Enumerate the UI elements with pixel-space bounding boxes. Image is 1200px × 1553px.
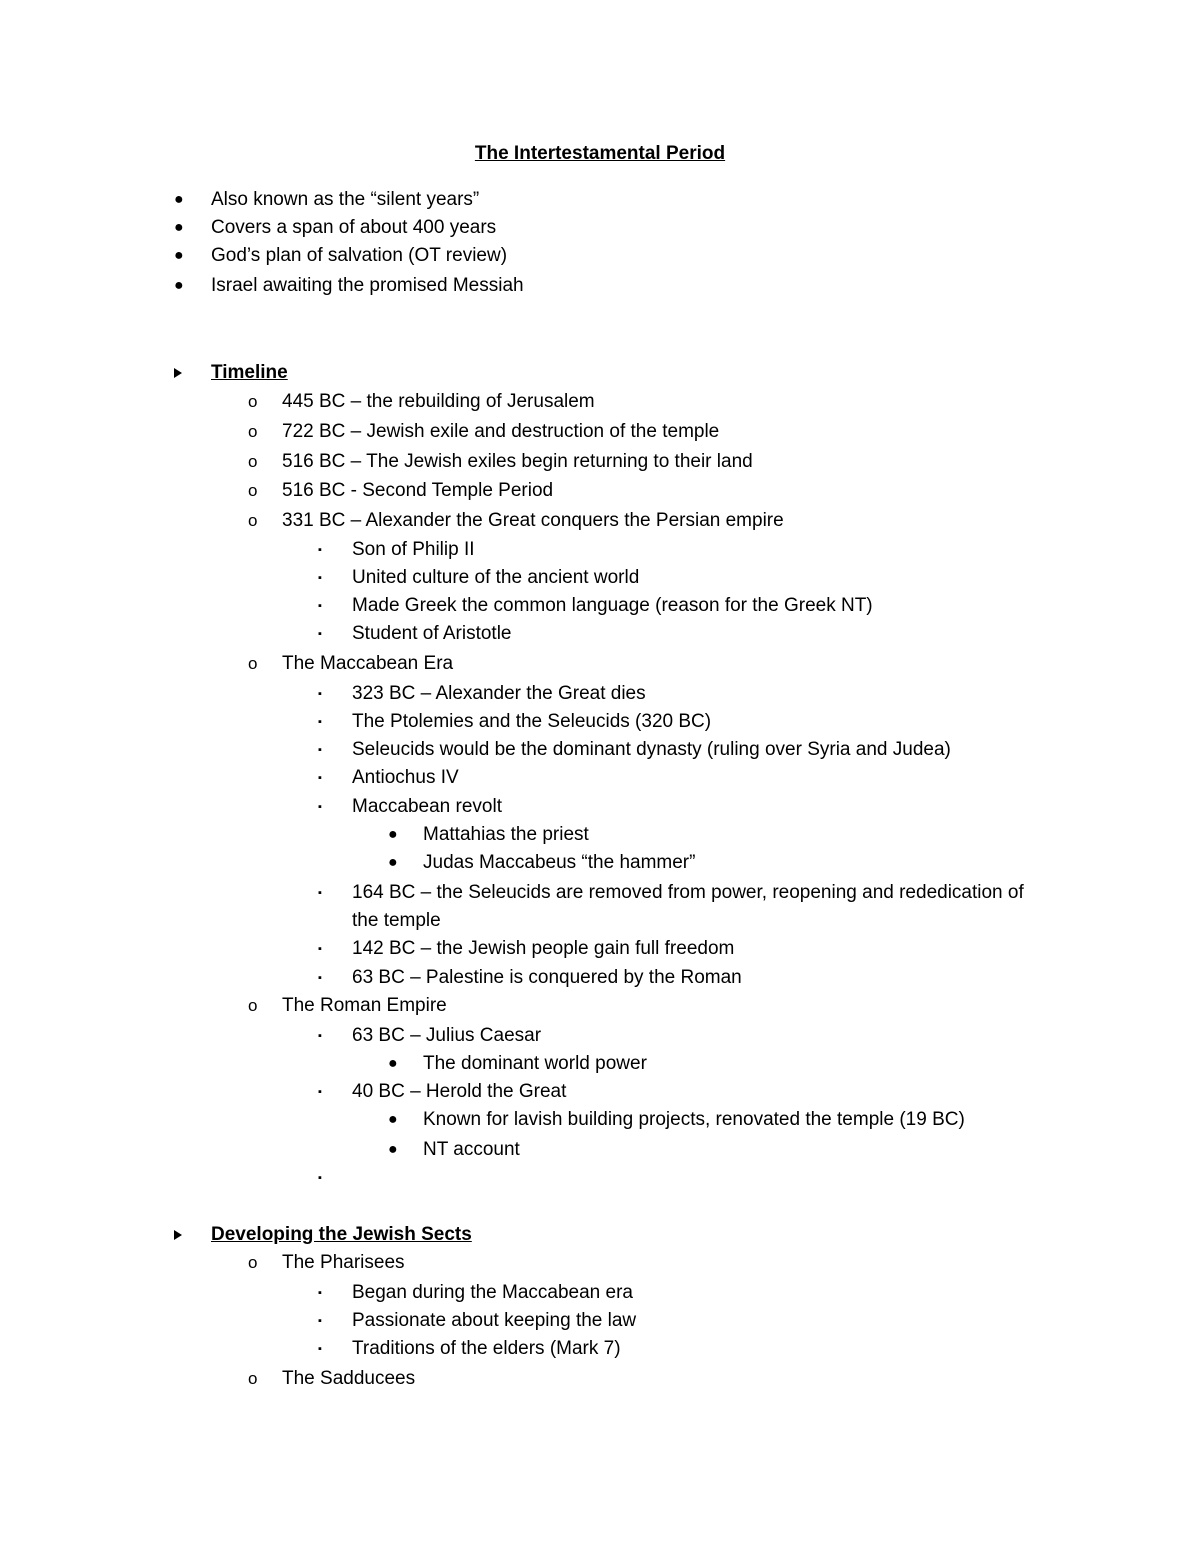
- circle-bullet-icon: o: [248, 481, 258, 500]
- maccabean-point: 63 BC – Palestine is conquered by the Roman: [352, 967, 742, 988]
- circle-bullet-icon: o: [248, 452, 258, 471]
- timeline-item: 516 BC – The Jewish exiles begin returning to their land: [282, 451, 753, 472]
- circle-bullet-icon: o: [248, 654, 258, 673]
- square-bullet-icon: ▪: [318, 772, 322, 784]
- timeline-item: 445 BC – the rebuilding of Jerusalem: [282, 391, 595, 412]
- herod-point: Known for lavish building projects, renovated the temple (19 BC): [423, 1109, 965, 1130]
- bullet-icon: ●: [388, 1055, 398, 1072]
- circle-bullet-icon: o: [248, 1369, 258, 1388]
- bullet-icon: ●: [388, 1141, 398, 1158]
- bullet-icon: ●: [174, 277, 184, 294]
- alexander-point: Made Greek the common language (reason for the Greek NT): [352, 595, 873, 616]
- herod-point: NT account: [423, 1139, 520, 1160]
- bullet-icon: ●: [388, 1111, 398, 1128]
- caesar-point: The dominant world power: [423, 1053, 647, 1074]
- timeline-item: 722 BC – Jewish exile and destruction of the temple: [282, 421, 720, 442]
- intro-item: God’s plan of salvation (OT review): [211, 245, 508, 266]
- square-bullet-icon: ▪: [318, 1343, 322, 1355]
- circle-bullet-icon: o: [248, 1253, 258, 1272]
- pharisees-point: Passionate about keeping the law: [352, 1310, 637, 1331]
- maccabean-point: Seleucids would be the dominant dynasty (ruling over Syria and Judea): [352, 739, 951, 760]
- circle-bullet-icon: o: [248, 422, 258, 441]
- maccabean-point: Maccabean revolt: [352, 796, 502, 817]
- square-bullet-icon: ▪: [318, 716, 322, 728]
- roman-point: 40 BC – Herold the Great: [352, 1081, 567, 1102]
- maccabean-point: Antiochus IV: [352, 767, 459, 788]
- maccabean-point: The Ptolemies and the Seleucids (320 BC): [352, 711, 712, 732]
- arrow-bullet-icon: [174, 1223, 182, 1247]
- bullet-icon: ●: [174, 247, 184, 264]
- sects-heading: Developing the Jewish Sects: [211, 1224, 472, 1245]
- square-bullet-icon: ▪: [318, 1315, 322, 1327]
- document-title: The Intertestamental Period: [474, 143, 726, 164]
- alexander-point: Son of Philip II: [352, 539, 475, 560]
- empty-square-bullet-icon: ▪: [318, 1172, 322, 1184]
- bullet-icon: ●: [174, 191, 184, 208]
- timeline-item: 331 BC – Alexander the Great conquers the Persian empire: [282, 510, 784, 531]
- circle-bullet-icon: o: [248, 392, 258, 411]
- roman-point: 63 BC – Julius Caesar: [352, 1025, 542, 1046]
- revolt-point: Mattahias the priest: [423, 824, 589, 845]
- pharisees-point: Traditions of the elders (Mark 7): [352, 1338, 621, 1359]
- intro-item: Covers a span of about 400 years: [211, 217, 497, 238]
- square-bullet-icon: ▪: [318, 544, 322, 556]
- revolt-point: Judas Maccabeus “the hammer”: [423, 852, 696, 873]
- square-bullet-icon: ▪: [318, 943, 322, 955]
- square-bullet-icon: ▪: [318, 600, 322, 612]
- bullet-icon: ●: [388, 854, 398, 871]
- pharisees-label: The Pharisees: [282, 1252, 405, 1273]
- intro-item: Also known as the “silent years”: [211, 189, 480, 210]
- square-bullet-icon: ▪: [318, 1287, 322, 1299]
- arrow-bullet-icon: [174, 361, 182, 385]
- square-bullet-icon: ▪: [318, 1030, 322, 1042]
- maccabean-point: 164 BC – the Seleucids are removed from power, reopening and rededication of: [352, 882, 1024, 903]
- circle-bullet-icon: o: [248, 996, 258, 1015]
- timeline-item: 516 BC - Second Temple Period: [282, 480, 554, 501]
- intro-item: Israel awaiting the promised Messiah: [211, 275, 524, 296]
- square-bullet-icon: ▪: [318, 801, 322, 813]
- alexander-point: United culture of the ancient world: [352, 567, 640, 588]
- square-bullet-icon: ▪: [318, 688, 322, 700]
- bullet-icon: ●: [174, 219, 184, 236]
- bullet-icon: ●: [388, 826, 398, 843]
- maccabean-point: 323 BC – Alexander the Great dies: [352, 683, 646, 704]
- square-bullet-icon: ▪: [318, 628, 322, 640]
- timeline-heading: Timeline: [211, 362, 288, 383]
- roman-empire-label: The Roman Empire: [282, 995, 447, 1016]
- pharisees-point: Began during the Maccabean era: [352, 1282, 633, 1303]
- square-bullet-icon: ▪: [318, 887, 322, 899]
- sadducees-label: The Sadducees: [282, 1368, 416, 1389]
- square-bullet-icon: ▪: [318, 1086, 322, 1098]
- alexander-point: Student of Aristotle: [352, 623, 512, 644]
- square-bullet-icon: ▪: [318, 972, 322, 984]
- maccabean-point: 142 BC – the Jewish people gain full freedom: [352, 938, 735, 959]
- square-bullet-icon: ▪: [318, 572, 322, 584]
- circle-bullet-icon: o: [248, 511, 258, 530]
- maccabean-point-continued: the temple: [352, 910, 441, 931]
- square-bullet-icon: ▪: [318, 744, 322, 756]
- maccabean-era-label: The Maccabean Era: [282, 653, 454, 674]
